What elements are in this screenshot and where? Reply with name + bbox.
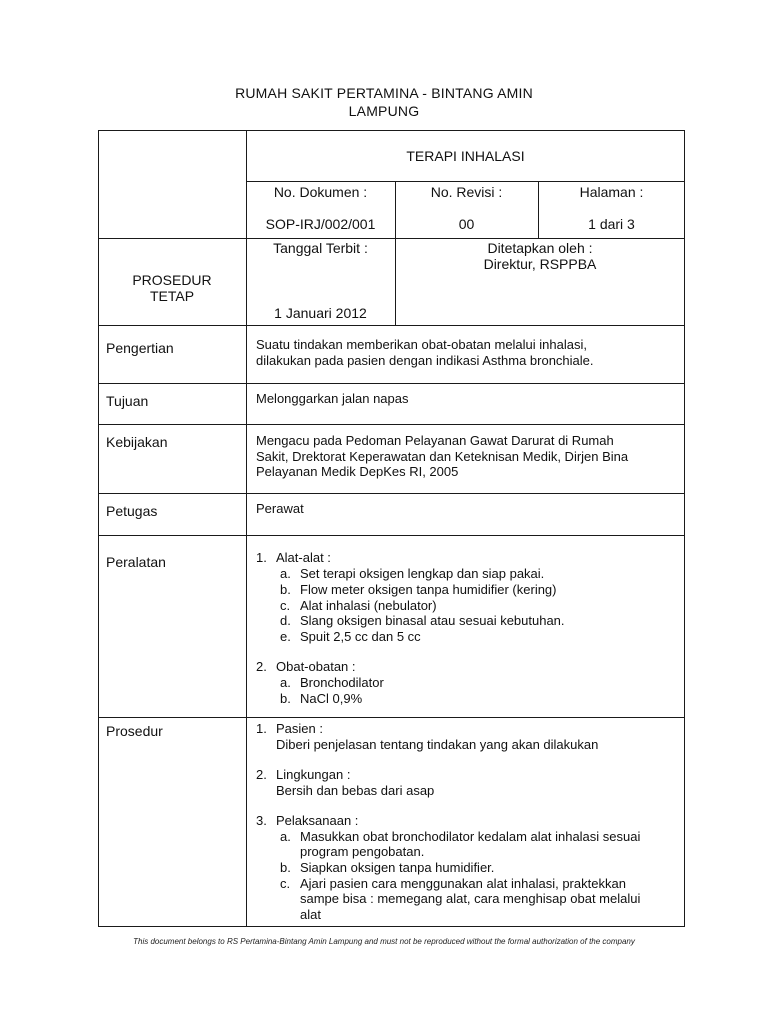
list-item: Lingkungan : — [276, 767, 351, 782]
tanggal-terbit-value: 1 Januari 2012 — [274, 305, 367, 321]
petugas-label: Petugas — [106, 503, 158, 519]
peralatan-label: Peralatan — [106, 554, 166, 570]
list-item: NaCl 0,9% — [300, 691, 363, 706]
list-item: Pelaksanaan : — [276, 813, 359, 828]
petugas-text: Perawat — [256, 501, 304, 516]
kebijakan-label: Kebijakan — [106, 434, 168, 450]
list-item: Set terapi oksigen lengkap dan siap pakai. — [300, 566, 545, 581]
kebijakan-text: Mengacu pada Pedoman Pelayanan Gawat Darurat di Rumah Sakit, Drektorat Keperawatan dan Keteknisan Medik, Dirjen Bina Pelayanan Medik DepKes RI, 2005 — [256, 433, 629, 479]
halaman-label: Halaman : — [579, 184, 644, 200]
document-title: TERAPI INHALASI — [406, 148, 525, 164]
no-revisi-label: No. Revisi : — [430, 184, 503, 200]
list-item: Alat inhalasi (nebulator) — [300, 598, 437, 613]
no-dokumen-value: SOP-IRJ/002/001 — [265, 216, 376, 232]
list-item: Pasien : — [276, 721, 323, 736]
list-item: Ajari pasien cara menggunakan alat inhalasi, praktekkan — [300, 876, 626, 891]
footer-disclaimer: This document belongs to RS Pertamina-Bintang Amin Lampung and must not be reproduced without the formal authorization of the company — [133, 937, 635, 946]
hospital-location: LAMPUNG — [348, 103, 420, 119]
document-page: RUMAH SAKIT PERTAMINA - BINTANG AMIN LAMPUNG TERAPI INHALASI No. Dokumen : SOP-IRJ/002/001 No. Revisi : 00 Halaman : 1 dari 3 PROSEDUR TETAP Tanggal Terbit : 1 Januari 2012 Ditetapkan oleh : Direktur, RSPPBA Pengertian Suatu tindakan memberikan obat-obatan melalui inhalasi, dilakukan pada pasien dengan indikasi Asthma bronchiale. Tujuan Melonggarkan jalan napas Kebijakan Mengacu pada Pedoman Pelayanan Gawat Darurat di Rumah Sakit, Drektorat Keperawatan dan Keteknisan Medik, Dirjen Bina Pelayanan Medik DepKes RI, 2005 Petugas Perawat Peralatan 1. Alat-alat : a. Set terapi oksigen lengkap dan siap pakai. b. Flow meter oksigen tanpa humidifier (kering) c. Alat inhalasi (nebulator) d. Slang oksigen binasal atau sesuai kebutuhan. e. Spuit 2,5 cc dan 5 cc 2. Obat-obatan : a. Bronchodilator b. NaCl 0,9% Prosedur 1. Pasien : Diberi penjelasan tentang tindakan yang akan dilakukan 2. Lingkungan : Bersih dan bebas dari asap 3. Pelaksanaan : a. Masukkan obat bronchodilator kedalam alat inhalasi sesuai program pengobatan. b. Siapkan oksigen tanpa humidifier. c. Ajari pasien cara menggunakan alat inhalasi, praktekkan sampe bisa : memegang alat, cara menghisap obat melalui alat This document belongs to RS Pertamina-Bintang Amin Lampung and must not be reproduced without the formal authorization of the company — [0, 0, 768, 1024]
hospital-name: RUMAH SAKIT PERTAMINA - BINTANG AMIN — [235, 85, 533, 101]
list-item: Spuit 2,5 cc dan 5 cc — [300, 629, 421, 644]
tujuan-label: Tujuan — [106, 393, 149, 409]
pengertian-text: Suatu tindakan memberikan obat-obatan melalui inhalasi, dilakukan pada pasien dengan indikasi Asthma bronchiale. — [256, 337, 594, 368]
halaman-value: 1 dari 3 — [588, 216, 635, 232]
prosedur-label: Prosedur — [106, 723, 163, 739]
list-item: Bronchodilator — [300, 675, 384, 690]
no-dokumen-label: No. Dokumen : — [273, 184, 368, 200]
no-revisi-value: 00 — [458, 216, 475, 232]
list-item: Alat-alat : — [276, 550, 331, 565]
pengertian-label: Pengertian — [106, 340, 174, 356]
ditetapkan-oleh: Ditetapkan oleh : Direktur, RSPPBA — [483, 240, 597, 272]
list-item: Masukkan obat bronchodilator kedalam alat inhalasi sesuai — [300, 829, 641, 844]
hospital-header — [0, 84, 768, 120]
list-item: Siapkan oksigen tanpa humidifier. — [300, 860, 495, 875]
list-item: Diberi penjelasan tentang tindakan yang akan dilakukan — [276, 737, 599, 752]
tanggal-terbit-label: Tanggal Terbit : — [273, 240, 368, 256]
list-item: Flow meter oksigen tanpa humidifier (kering) — [300, 582, 557, 597]
list-item: Bersih dan bebas dari asap — [276, 783, 435, 798]
list-item: Obat-obatan : — [276, 659, 356, 674]
tujuan-text: Melonggarkan jalan napas — [256, 391, 409, 406]
prosedur-tetap-label: PROSEDUR TETAP — [132, 272, 212, 304]
list-item: Slang oksigen binasal atau sesuai kebutuhan. — [300, 613, 565, 628]
